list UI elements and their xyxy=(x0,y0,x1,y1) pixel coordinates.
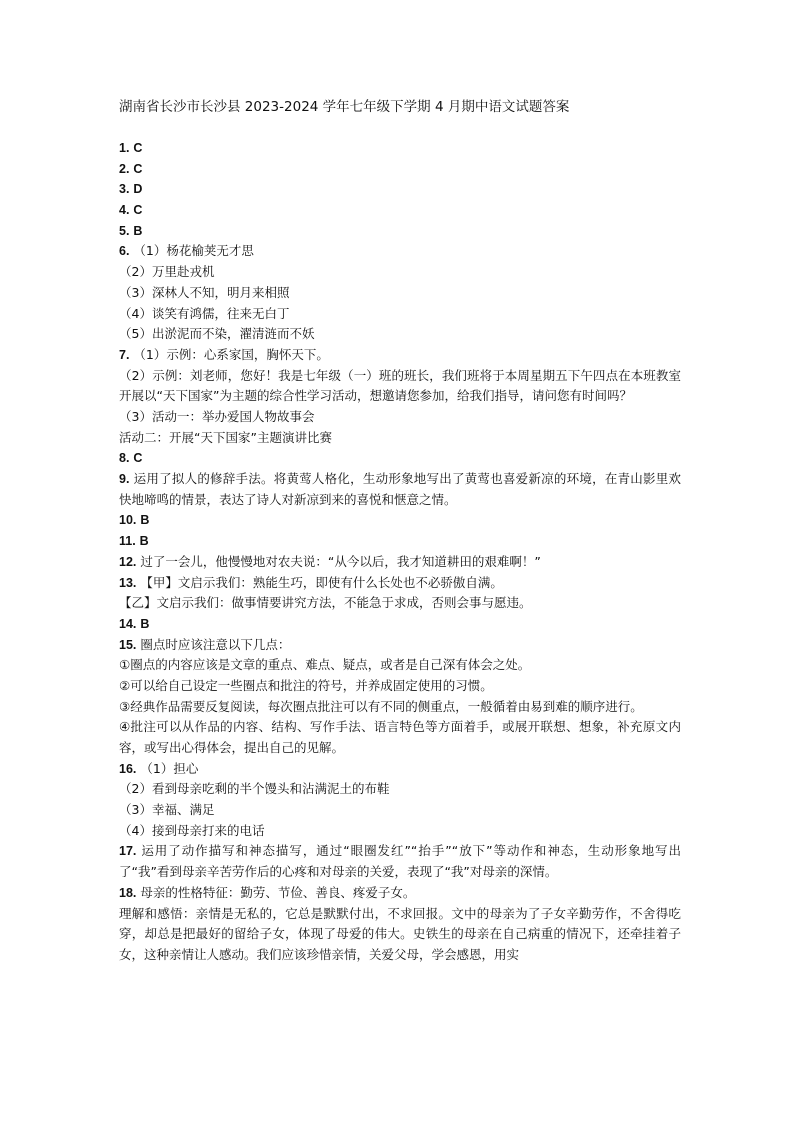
question-number: 6. xyxy=(119,244,130,259)
answer-text: B xyxy=(139,534,149,549)
document-title: 湖南省长沙市长沙县 2023-2024 学年七年级下学期 4 月期中语文试题答案 xyxy=(119,99,570,115)
answer-text: （3）幸福、满足 xyxy=(119,802,215,818)
answer-line xyxy=(119,428,681,449)
answer-line xyxy=(119,304,681,325)
answer-text: （1）担心 xyxy=(140,760,199,776)
answer-line xyxy=(119,841,681,882)
answer-line xyxy=(119,821,681,842)
answer-line xyxy=(119,552,681,573)
answer-line xyxy=(119,469,681,510)
answer-text: C xyxy=(133,141,143,155)
question-number: 11. xyxy=(119,534,136,549)
answer-line xyxy=(119,904,681,966)
answer-text: C xyxy=(133,451,143,466)
answer-line xyxy=(119,655,681,676)
answer-text: ②可以给自己设定一些圈点和批注的符号，并养成固定使用的习惯。 xyxy=(119,677,493,693)
answer-line xyxy=(119,800,681,821)
answer-text: （4）接到母亲打来的电话 xyxy=(119,822,265,838)
question-number: 2. xyxy=(119,161,130,176)
answer-text: （1）示例：心系家国，胸怀天下。 xyxy=(133,346,329,362)
answer-line xyxy=(119,614,681,635)
answer-line xyxy=(119,697,681,718)
answer-line xyxy=(119,883,681,904)
answer-line xyxy=(119,262,681,283)
question-number: 17. xyxy=(119,844,137,859)
answer-line xyxy=(119,345,681,366)
question-number: 12. xyxy=(119,554,137,569)
answer-line xyxy=(119,448,681,469)
question-number: 1. xyxy=(119,141,130,155)
answer-line xyxy=(119,241,681,262)
answer-line xyxy=(119,573,681,594)
answer-text: ①圈点的内容应该是文章的重点、难点、疑点，或者是自己深有体会之处。 xyxy=(119,657,531,673)
answer-text: 圈点时应该注意以下几点： xyxy=(140,636,291,652)
answer-line xyxy=(119,200,681,221)
question-number: 5. xyxy=(119,223,130,238)
answer-line xyxy=(119,179,681,200)
answer-list xyxy=(119,138,681,966)
question-number: 18. xyxy=(119,885,137,900)
answer-text: 过了一会儿，他慢慢地对农夫说：“从今以后，我才知道耕田的艰难啊！” xyxy=(140,553,541,569)
question-number: 16. xyxy=(119,761,137,776)
answer-line xyxy=(119,717,681,758)
answer-text: B xyxy=(140,616,150,631)
answer-text: 活动二：开展“天下国家”主题演讲比赛 xyxy=(119,429,332,445)
answer-text: （3）活动一：举办爱国人物故事会 xyxy=(119,408,315,424)
question-number: 15. xyxy=(119,637,137,652)
answer-text: B xyxy=(140,513,150,528)
question-number: 3. xyxy=(119,182,130,197)
answer-text: （5）出淤泥而不染，濯清涟而不妖 xyxy=(119,326,315,342)
answer-line xyxy=(119,324,681,345)
answer-line xyxy=(119,366,681,407)
answer-line xyxy=(119,676,681,697)
answer-line xyxy=(119,138,681,159)
answer-text: ④批注可以从作品的内容、结构、写作手法、语言特色等方面着手，或展开联想、想象，补充原文内容，或写出心得体会，提出自己的见解。 xyxy=(119,719,681,756)
answer-text: 【甲】文启示我们：熟能生巧，即使有什么长处也不必骄傲自满。 xyxy=(140,574,503,590)
answer-line xyxy=(119,635,681,656)
question-number: 9. xyxy=(119,472,130,487)
answer-text: （1）杨花榆荚无才思 xyxy=(133,243,254,259)
answer-text: 母亲的性格特征：勤劳、节俭、善良、疼爱子女。 xyxy=(140,884,416,900)
question-number: 4. xyxy=(119,203,130,218)
answer-text: （2）万里赴戎机 xyxy=(119,264,215,280)
answer-text: （3）深林人不知，明月来相照 xyxy=(119,284,290,300)
answer-line xyxy=(119,283,681,304)
answer-line xyxy=(119,779,681,800)
question-number: 8. xyxy=(119,451,130,466)
answer-text: （4）谈笑有鸿儒，往来无白丁 xyxy=(119,305,290,321)
answer-text: 运用了动作描写和神态描写，通过“眼圈发红”“抬手”“放下”等动作和神态，生动形象地写出了“我”看到母亲辛苦劳作后的心疼和对母亲的关爱，表现了“我”对母亲的深情。 xyxy=(119,843,681,880)
answer-line xyxy=(119,593,681,614)
answer-text: 【乙】文启示我们：做事情要讲究方法，不能急于求成，否则会事与愿违。 xyxy=(119,595,532,611)
answer-line xyxy=(119,510,681,531)
answer-text: B xyxy=(133,223,143,238)
answer-line xyxy=(119,221,681,242)
answer-line xyxy=(119,407,681,428)
answer-line xyxy=(119,159,681,180)
answer-line xyxy=(119,759,681,780)
answer-text: （2）看到母亲吃剩的半个馒头和沾满泥土的布鞋 xyxy=(119,781,390,797)
answer-text: 运用了拟人的修辞手法。将黄莺人格化，生动形象地写出了黄莺也喜爱新凉的环境，在青山影里欢快地啼鸣的情景，表达了诗人对新凉到来的喜悦和惬意之情。 xyxy=(119,471,681,507)
answer-text: C xyxy=(133,161,143,176)
answer-line xyxy=(119,531,681,552)
answer-text: ③经典作品需要反复阅读，每次圈点批注可以有不同的侧重点，一般循着由易到难的顺序进行。 xyxy=(119,698,643,714)
answer-text: D xyxy=(133,182,143,197)
question-number: 13. xyxy=(119,575,137,590)
question-number: 14. xyxy=(119,616,137,631)
question-number: 10. xyxy=(119,513,137,528)
question-number: 7. xyxy=(119,347,130,362)
answer-text: 理解和感悟：亲情是无私的，它总是默默付出，不求回报。文中的母亲为了子女辛勤劳作，不舍得吃穿，却总是把最好的留给子女，体现了母爱的伟大。史铁生的母亲在自己病重的情况下，还牵挂着子女，这种亲情让人感动。我们应该珍惜亲情，关爱父母，学会感恩，用实 xyxy=(119,905,681,962)
answer-text: C xyxy=(133,203,143,218)
answer-text: （2）示例：刘老师，您好！我是七年级（一）班的班长，我们班将于本周星期五下午四点在本班教室开展以“天下国家”为主题的综合性学习活动，想邀请您参加，给我们指导，请问您有时间吗？ xyxy=(119,367,681,404)
